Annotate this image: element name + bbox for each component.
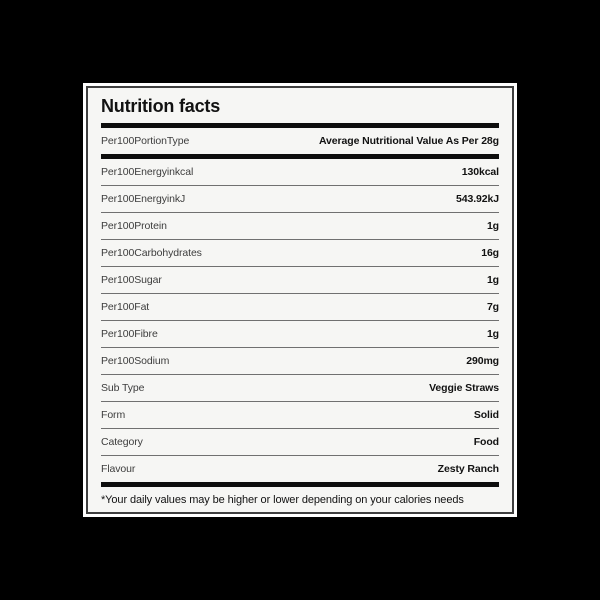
table-row: [101, 213, 499, 240]
header-row-label: Per100PortionType: [101, 135, 190, 147]
table-row: [101, 267, 499, 294]
page-title: Nutrition facts: [101, 96, 221, 116]
row-label: Per100Sugar: [101, 274, 162, 286]
table-row: [101, 294, 499, 321]
nutrition-rows: [101, 159, 499, 482]
row-label: Per100Carbohydrates: [101, 247, 202, 259]
row-label: Per100Fat: [101, 301, 150, 313]
row-label: Per100EnergyinkJ: [101, 193, 186, 205]
row-label: Form: [101, 409, 126, 421]
row-value: 7g: [486, 301, 499, 313]
table-row: [101, 321, 499, 348]
row-value: 543.92kJ: [456, 193, 499, 205]
row-value: 1g: [486, 220, 499, 232]
row-label: Flavour: [101, 463, 136, 475]
row-value: 1g: [486, 328, 499, 340]
row-label: Per100Fibre: [101, 328, 158, 340]
row-label: Per100Energyinkcal: [101, 166, 194, 178]
row-value: 290mg: [466, 355, 499, 367]
row-label: Per100Protein: [101, 220, 167, 232]
row-value: 16g: [481, 247, 499, 259]
table-row: [101, 240, 499, 267]
header-row: [101, 128, 499, 154]
row-value: Solid: [473, 409, 499, 421]
table-row: [101, 186, 499, 213]
row-value: Veggie Straws: [429, 382, 499, 394]
row-value: 130kcal: [461, 166, 499, 178]
table-row: [101, 159, 499, 186]
table-row: [101, 402, 499, 429]
daily-values-footnote: *Your daily values may be higher or lower depending on your calories needs: [101, 494, 464, 506]
table-row: [101, 375, 499, 402]
nutrition-facts-panel: [86, 86, 514, 514]
row-value: 1g: [486, 274, 499, 286]
table-row: [101, 429, 499, 456]
row-label: Category: [101, 436, 143, 448]
row-value: Food: [473, 436, 499, 448]
header-row-value: Average Nutritional Value As Per 28g: [318, 135, 499, 147]
row-value: Zesty Ranch: [437, 463, 499, 475]
nutrition-facts-card: [83, 83, 517, 517]
table-row: [101, 456, 499, 482]
row-label: Per100Sodium: [101, 355, 170, 367]
table-row: [101, 348, 499, 375]
row-label: Sub Type: [101, 382, 145, 394]
